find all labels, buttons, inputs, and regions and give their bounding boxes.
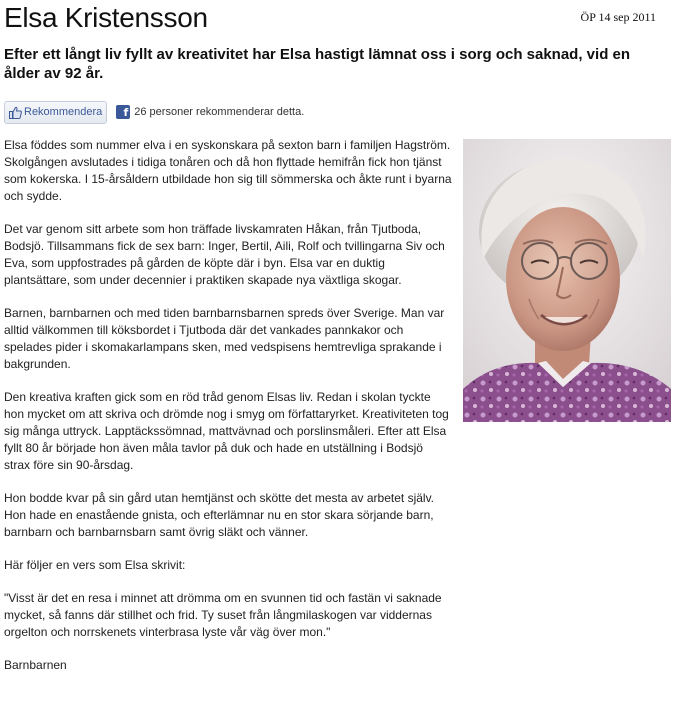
article-paragraph: Hon bodde kvar på sin gård utan hemtjänst och skötte det mesta av arbetet själv. Hon hade en enastående gnista, och efterlämnar nu en stor skara sörjande barn, barnbarn och barnbarnsbarn samt övrig släkt och vänner. [4, 491, 435, 539]
facebook-icon: f [116, 105, 130, 119]
recommend-button[interactable] [4, 101, 107, 124]
article-paragraph: Barnen, barnbarnen och med tiden barnbarnsbarnen spreds över Sverige. Man var alltid välkommen till köksbordet i Tjutboda där det vankades pannkakor och spelades pider i skomakarlampans sken, med vedspisens hemtrevliga sprakande i bakgrunden. [4, 306, 445, 371]
thumbs-up-icon [9, 106, 22, 119]
article-paragraph: Den kreativa kraften gick som en röd tråd genom Elsas liv. Redan i skolan tyckte hon mycket om att skriva och drömde nog i smyg om författaryrket. Kreativiteten tog sig många uttryck. Lapptäckssömnad, mattvävnad och porslinsmåleri. Efter att Elsa fyllt 80 år började hon även måla tavlor på duk och hade en utställning i Bodsjö strax före sin 90-årsdag. [4, 390, 449, 472]
article-signature: Barnbarnen [4, 658, 67, 672]
recommend-label: Rekommendera [24, 106, 103, 118]
article-title: Elsa Kristensson [4, 2, 208, 33]
poem-quote: "Visst är det en resa i minnet att drömma om en svunnen tid och fastän vi saknade mycket, så fanns där stillhet och frid. Ty suset från långmilaskogen var viddernas orgelton och norrskenets vinterbrasa lyste vår väg över mon." [4, 591, 442, 639]
article-paragraph: Elsa föddes som nummer elva i en syskonskara på sexton barn i familjen Hagström. Skolgången avslutades i tidiga tonåren och då hon flyttade hemifrån fick hon tjänst som kokerska. I 15-årsåldern utbildade hon sig till sömmerska och åkte runt i byarna och sydde. [4, 138, 452, 203]
article-dateline: ÖP 14 sep 2011 [580, 10, 656, 24]
article-paragraph: Här följer en vers som Elsa skrivit: [4, 558, 186, 572]
portrait-photo [463, 139, 671, 422]
recommend-count: 26 personer rekommenderar detta. [134, 106, 305, 118]
article-body [4, 137, 452, 690]
article-paragraph: Det var genom sitt arbete som hon träffade livskamraten Håkan, från Tjutboda, Bodsjö. Tillsammans fick de sex barn: Inger, Bertil, Aili, Rolf och tvillingarna Siv och Eva, som uppfostrades på gården de köpte där i byn. Elsa var en duktig plantsättare, som under decennier i praktiken skapade nya växtliga skogar. [4, 222, 445, 287]
social-bar [4, 100, 304, 124]
article-lead: Efter ett långt liv fyllt av kreativitet har Elsa hastigt lämnat oss i sorg och saknad, vid en ålder av 92 år. [4, 46, 631, 82]
